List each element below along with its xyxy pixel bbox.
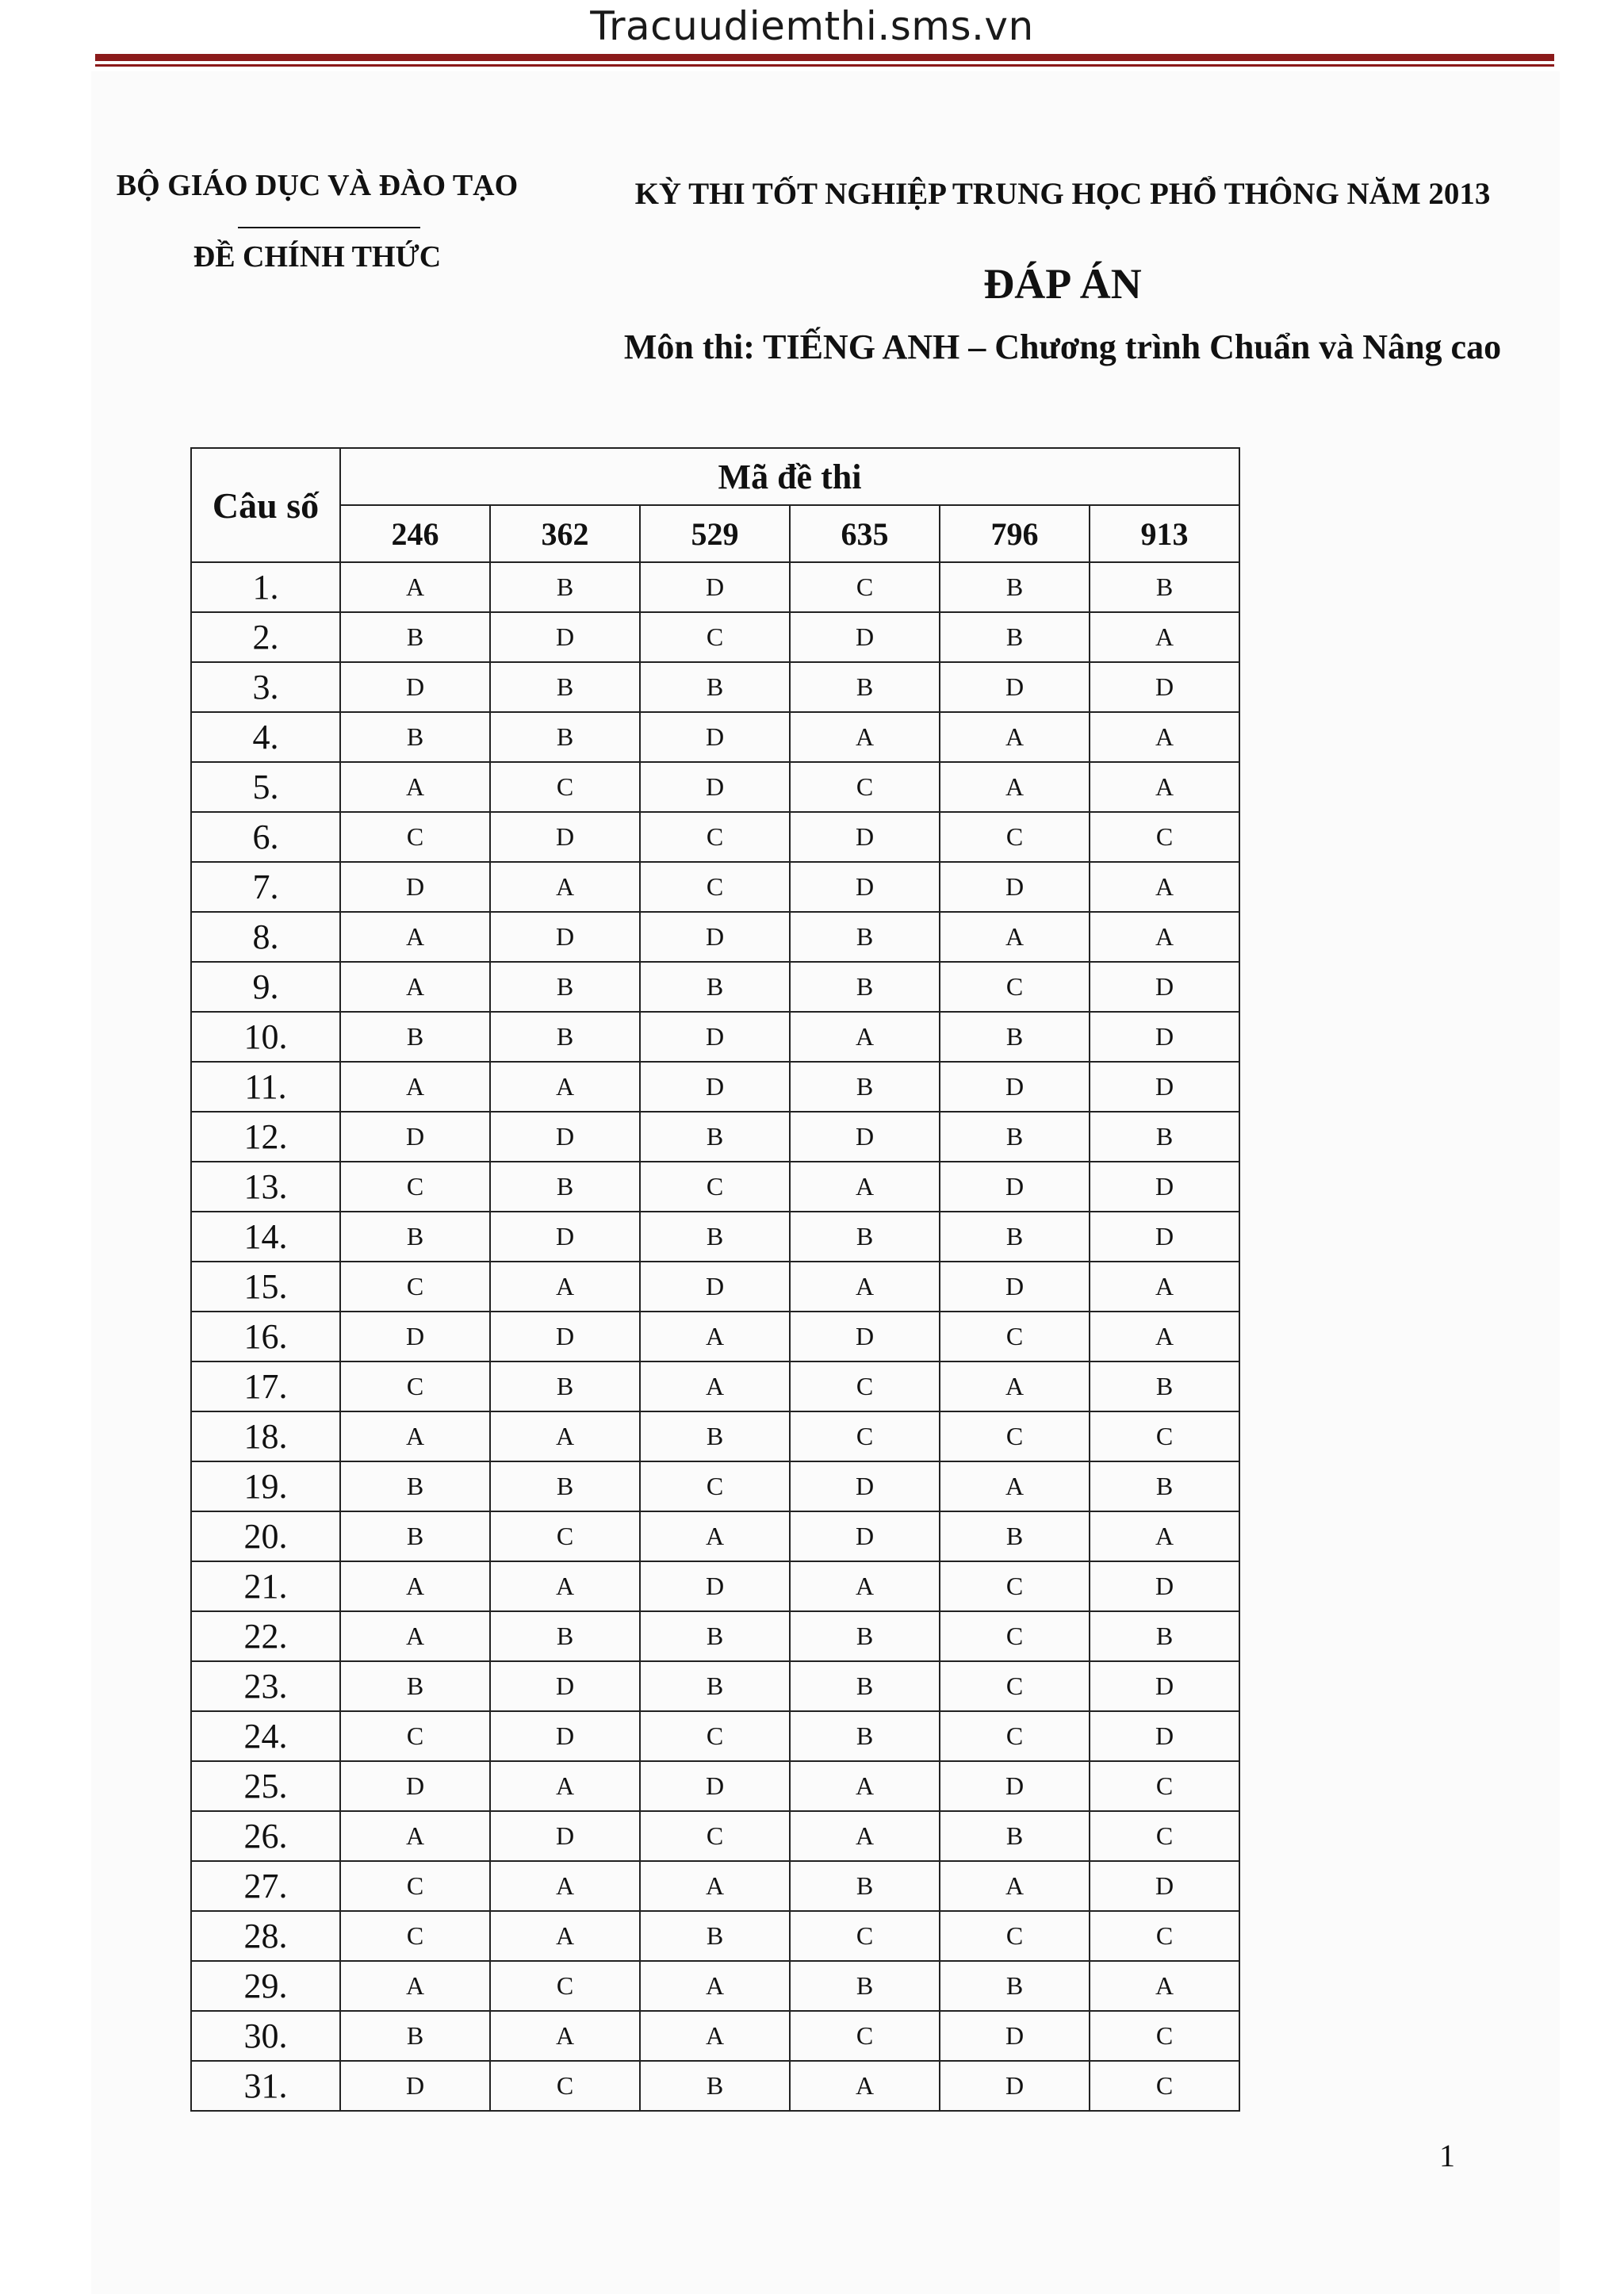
answer-cell: A — [490, 1911, 640, 1961]
answer-cell: A — [1090, 1961, 1239, 2011]
official-label: ĐỀ CHÍNH THỨC — [193, 240, 442, 274]
answer-cell: A — [1090, 862, 1239, 912]
answer-cell: A — [1090, 762, 1239, 812]
answer-cell: D — [640, 1262, 790, 1312]
answer-cell: C — [640, 612, 790, 662]
answer-cell: A — [790, 1262, 940, 1312]
answer-cell: B — [790, 1611, 940, 1661]
table-row — [191, 1262, 1239, 1312]
exam-code: 529 — [640, 505, 790, 562]
table-row — [191, 1961, 1239, 2011]
answer-cell: D — [490, 1811, 640, 1861]
site-header — [0, 0, 1624, 49]
answer-cell: C — [940, 812, 1090, 862]
answer-cell: D — [640, 1761, 790, 1811]
answer-cell: B — [490, 562, 640, 612]
answer-cell: D — [940, 1062, 1090, 1112]
answer-cell: A — [940, 712, 1090, 762]
question-number: 13. — [191, 1162, 340, 1212]
answer-cell: B — [1090, 1112, 1239, 1162]
answer-cell: B — [640, 962, 790, 1012]
answer-cell: A — [340, 1961, 490, 2011]
answer-cell: A — [640, 1511, 790, 1561]
table-row — [191, 812, 1239, 862]
answer-cell: B — [940, 1961, 1090, 2011]
answer-cell: C — [940, 1312, 1090, 1361]
table-row — [191, 862, 1239, 912]
answer-cell: B — [790, 1062, 940, 1112]
question-number: 31. — [191, 2061, 340, 2111]
question-number-header: Câu số — [191, 448, 340, 562]
answer-cell: D — [640, 1012, 790, 1062]
answer-cell: C — [940, 1661, 1090, 1711]
answer-cell: A — [490, 1761, 640, 1811]
answer-cell: C — [790, 1411, 940, 1461]
answer-cell: C — [1090, 1411, 1239, 1461]
question-number: 12. — [191, 1112, 340, 1162]
answer-cell: B — [340, 612, 490, 662]
table-row — [191, 1511, 1239, 1561]
answer-cell: A — [490, 1561, 640, 1611]
header-divider-thick — [95, 54, 1554, 61]
question-number: 11. — [191, 1062, 340, 1112]
answer-cell: B — [640, 1611, 790, 1661]
answer-cell: B — [1090, 1461, 1239, 1511]
answer-cell: D — [340, 1312, 490, 1361]
answer-cell: D — [490, 1661, 640, 1711]
answer-cell: C — [490, 1511, 640, 1561]
answer-cell: A — [340, 1411, 490, 1461]
table-row — [191, 1411, 1239, 1461]
answer-cell: C — [1090, 2061, 1239, 2111]
question-number: 23. — [191, 1661, 340, 1711]
answer-cell: B — [490, 1361, 640, 1411]
answer-cell: D — [640, 562, 790, 612]
table-row — [191, 1112, 1239, 1162]
answer-cell: D — [1090, 1861, 1239, 1911]
answer-cell: A — [1090, 612, 1239, 662]
answer-cell: D — [490, 1312, 640, 1361]
answer-cell: B — [490, 1611, 640, 1661]
answer-cell: A — [340, 762, 490, 812]
answer-cell: D — [790, 1112, 940, 1162]
answer-cell: A — [490, 862, 640, 912]
question-number: 24. — [191, 1711, 340, 1761]
exam-code: 913 — [1090, 505, 1239, 562]
answer-cell: A — [790, 2061, 940, 2111]
answer-cell: B — [640, 1411, 790, 1461]
answer-cell: B — [790, 962, 940, 1012]
exam-code: 246 — [340, 505, 490, 562]
answer-cell: C — [490, 2061, 640, 2111]
answer-cell: C — [1090, 1811, 1239, 1861]
answer-cell: C — [640, 1162, 790, 1212]
question-number: 14. — [191, 1212, 340, 1262]
answer-cell: A — [940, 912, 1090, 962]
page-number: 1 — [1439, 2138, 1455, 2173]
question-number: 1. — [191, 562, 340, 612]
answer-cell: B — [790, 1661, 940, 1711]
answer-cell: C — [340, 812, 490, 862]
answer-cell: B — [490, 662, 640, 712]
answer-cell: C — [790, 1361, 940, 1411]
question-number: 5. — [191, 762, 340, 812]
question-number: 18. — [191, 1411, 340, 1461]
exam-code-header: Mã đề thi — [340, 448, 1239, 505]
table-row — [191, 1212, 1239, 1262]
answer-cell: D — [340, 2061, 490, 2111]
answer-cell: A — [340, 1811, 490, 1861]
answer-cell: D — [790, 1461, 940, 1511]
answer-cell: B — [490, 1012, 640, 1062]
answer-cell: A — [340, 562, 490, 612]
answer-cell: C — [340, 1911, 490, 1961]
answer-cell: D — [1090, 962, 1239, 1012]
answer-cell: D — [1090, 662, 1239, 712]
answer-cell: A — [340, 1062, 490, 1112]
answer-cell: A — [640, 1312, 790, 1361]
answer-cell: B — [940, 612, 1090, 662]
question-number: 2. — [191, 612, 340, 662]
answer-cell: C — [640, 1811, 790, 1861]
answer-cell: C — [1090, 1911, 1239, 1961]
answer-cell: B — [790, 1212, 940, 1262]
question-number: 25. — [191, 1761, 340, 1811]
answer-cell: B — [940, 1212, 1090, 1262]
answer-cell: C — [790, 562, 940, 612]
answer-cell: C — [340, 1162, 490, 1212]
table-row — [191, 1661, 1239, 1711]
answer-cell: D — [640, 712, 790, 762]
answer-cell: A — [940, 1861, 1090, 1911]
answer-cell: D — [340, 1112, 490, 1162]
answer-cell: C — [640, 862, 790, 912]
exam-code: 635 — [790, 505, 940, 562]
answer-cell: C — [340, 1262, 490, 1312]
table-row — [191, 662, 1239, 712]
answer-cell: A — [1090, 1262, 1239, 1312]
table-row — [191, 1761, 1239, 1811]
exam-title: KỲ THI TỐT NGHIỆP TRUNG HỌC PHỔ THÔNG NĂM 2013 — [634, 177, 1491, 211]
answer-cell: B — [790, 912, 940, 962]
answer-cell: B — [940, 1811, 1090, 1861]
question-number: 6. — [191, 812, 340, 862]
answer-cell: C — [1090, 2011, 1239, 2061]
answer-cell: B — [940, 1511, 1090, 1561]
answer-cell: D — [940, 662, 1090, 712]
table-row — [191, 1911, 1239, 1961]
question-number: 10. — [191, 1012, 340, 1062]
site-title: Tracuudiemthi.sms.vn — [590, 3, 1034, 49]
answer-cell: B — [940, 1112, 1090, 1162]
answer-cell: D — [490, 612, 640, 662]
answer-cell: D — [490, 1212, 640, 1262]
answer-cell: A — [790, 1012, 940, 1062]
answer-cell: D — [640, 912, 790, 962]
question-number: 20. — [191, 1511, 340, 1561]
table-row — [191, 1012, 1239, 1062]
question-number: 7. — [191, 862, 340, 912]
answer-cell: D — [490, 1112, 640, 1162]
answer-cell: B — [640, 1212, 790, 1262]
answer-cell: C — [1090, 1761, 1239, 1811]
table-row — [191, 1561, 1239, 1611]
question-number: 8. — [191, 912, 340, 962]
question-number: 21. — [191, 1561, 340, 1611]
answer-cell: B — [490, 712, 640, 762]
answer-cell: D — [1090, 1012, 1239, 1062]
ministry-underline — [238, 227, 420, 228]
answer-cell: A — [940, 1361, 1090, 1411]
answer-cell: D — [790, 862, 940, 912]
table-row — [191, 1861, 1239, 1911]
answer-cell: C — [790, 2011, 940, 2061]
answer-cell: D — [340, 862, 490, 912]
answer-cell: A — [490, 1062, 640, 1112]
answer-table — [190, 447, 1240, 2112]
answer-cell: D — [490, 812, 640, 862]
question-number: 4. — [191, 712, 340, 762]
table-row — [191, 562, 1239, 612]
answer-cell: D — [940, 1761, 1090, 1811]
answer-cell: D — [640, 762, 790, 812]
answer-cell: B — [640, 2061, 790, 2111]
answer-cell: D — [940, 2061, 1090, 2111]
table-row — [191, 962, 1239, 1012]
answer-cell: C — [790, 1911, 940, 1961]
answer-cell: D — [340, 1761, 490, 1811]
answer-cell: C — [940, 1561, 1090, 1611]
answer-cell: B — [640, 1112, 790, 1162]
answer-cell: C — [940, 1611, 1090, 1661]
answer-cell: D — [790, 612, 940, 662]
answer-cell: A — [790, 1561, 940, 1611]
answer-cell: A — [490, 1861, 640, 1911]
header-divider-thin — [95, 64, 1554, 67]
answer-cell: C — [1090, 812, 1239, 862]
answer-cell: C — [940, 1411, 1090, 1461]
answer-cell: C — [340, 1711, 490, 1761]
answer-cell: D — [340, 662, 490, 712]
answer-cell: B — [640, 662, 790, 712]
table-row — [191, 1062, 1239, 1112]
answer-cell: B — [490, 962, 640, 1012]
answer-cell: C — [340, 1361, 490, 1411]
table-row — [191, 712, 1239, 762]
answer-cell: B — [340, 2011, 490, 2061]
table-row — [191, 1461, 1239, 1511]
answer-cell: A — [790, 712, 940, 762]
question-number: 27. — [191, 1861, 340, 1911]
answer-cell: C — [940, 962, 1090, 1012]
answer-cell: D — [640, 1561, 790, 1611]
answer-cell: B — [640, 1661, 790, 1711]
answer-cell: A — [490, 2011, 640, 2061]
question-number: 3. — [191, 662, 340, 712]
answer-cell: B — [340, 1461, 490, 1511]
question-number: 30. — [191, 2011, 340, 2061]
exam-code: 362 — [490, 505, 640, 562]
answer-cell: C — [640, 812, 790, 862]
answer-cell: A — [340, 1611, 490, 1661]
answer-cell: C — [640, 1711, 790, 1761]
answer-cell: A — [1090, 712, 1239, 762]
answer-cell: C — [790, 762, 940, 812]
answer-cell: B — [490, 1461, 640, 1511]
answer-cell: C — [640, 1461, 790, 1511]
answer-cell: B — [340, 1212, 490, 1262]
answer-cell: A — [640, 1861, 790, 1911]
answer-cell: B — [340, 712, 490, 762]
answer-cell: B — [640, 1911, 790, 1961]
answer-cell: A — [790, 1162, 940, 1212]
answer-cell: B — [340, 1511, 490, 1561]
answer-cell: A — [940, 762, 1090, 812]
answer-cell: A — [640, 1361, 790, 1411]
question-number: 15. — [191, 1262, 340, 1312]
table-row — [191, 1162, 1239, 1212]
answer-cell: A — [1090, 1511, 1239, 1561]
subject-title: Môn thi: TIẾNG ANH – Chương trình Chuẩn và Nâng cao — [623, 327, 1502, 366]
answer-cell: C — [940, 1911, 1090, 1961]
table-row — [191, 2061, 1239, 2111]
table-row — [191, 2011, 1239, 2061]
answer-cell: A — [1090, 912, 1239, 962]
table-row — [191, 1611, 1239, 1661]
question-number: 16. — [191, 1312, 340, 1361]
question-number: 17. — [191, 1361, 340, 1411]
answer-cell: D — [940, 862, 1090, 912]
answer-cell: D — [790, 1312, 940, 1361]
answer-cell: D — [490, 912, 640, 962]
table-row — [191, 912, 1239, 962]
answer-cell: B — [790, 1861, 940, 1911]
answer-cell: D — [940, 1262, 1090, 1312]
answer-cell: A — [940, 1461, 1090, 1511]
answer-cell: B — [1090, 1361, 1239, 1411]
table-row — [191, 762, 1239, 812]
answer-cell: D — [1090, 1162, 1239, 1212]
ministry-name: BỘ GIÁO DỤC VÀ ĐÀO TẠO — [116, 169, 519, 202]
answer-cell: D — [1090, 1711, 1239, 1761]
answer-cell: D — [1090, 1212, 1239, 1262]
question-number: 9. — [191, 962, 340, 1012]
answer-cell: A — [340, 962, 490, 1012]
answer-cell: A — [490, 1262, 640, 1312]
answer-cell: A — [640, 1961, 790, 2011]
answer-cell: D — [640, 1062, 790, 1112]
answer-table-body — [191, 562, 1239, 2111]
answer-cell: A — [790, 1761, 940, 1811]
answer-cell: B — [340, 1661, 490, 1711]
answer-cell: C — [490, 762, 640, 812]
answer-cell: D — [940, 2011, 1090, 2061]
answer-cell: A — [340, 1561, 490, 1611]
answer-cell: B — [790, 1711, 940, 1761]
question-number: 26. — [191, 1811, 340, 1861]
answer-cell: D — [1090, 1062, 1239, 1112]
answer-title: ĐÁP ÁN — [983, 260, 1142, 308]
answer-cell: B — [1090, 562, 1239, 612]
table-row — [191, 1312, 1239, 1361]
answer-cell: C — [340, 1861, 490, 1911]
answer-cell: A — [640, 2011, 790, 2061]
table-row — [191, 612, 1239, 662]
answer-cell: A — [490, 1411, 640, 1461]
answer-cell: A — [340, 912, 490, 962]
answer-cell: C — [490, 1961, 640, 2011]
table-row — [191, 1711, 1239, 1761]
answer-cell: D — [1090, 1661, 1239, 1711]
answer-cell: C — [940, 1711, 1090, 1761]
answer-cell: D — [490, 1711, 640, 1761]
answer-cell: B — [340, 1012, 490, 1062]
answer-cell: D — [1090, 1561, 1239, 1611]
table-row — [191, 1361, 1239, 1411]
answer-cell: A — [1090, 1312, 1239, 1361]
answer-cell: B — [1090, 1611, 1239, 1661]
question-number: 19. — [191, 1461, 340, 1511]
answer-cell: B — [940, 562, 1090, 612]
answer-cell: B — [940, 1012, 1090, 1062]
table-row — [191, 1811, 1239, 1861]
answer-cell: B — [490, 1162, 640, 1212]
answer-cell: D — [790, 812, 940, 862]
question-number: 22. — [191, 1611, 340, 1661]
question-number: 28. — [191, 1911, 340, 1961]
answer-cell: B — [790, 1961, 940, 2011]
exam-code: 796 — [940, 505, 1090, 562]
question-number: 29. — [191, 1961, 340, 2011]
answer-cell: D — [940, 1162, 1090, 1212]
answer-cell: D — [790, 1511, 940, 1561]
answer-cell: B — [790, 662, 940, 712]
answer-cell: A — [790, 1811, 940, 1861]
